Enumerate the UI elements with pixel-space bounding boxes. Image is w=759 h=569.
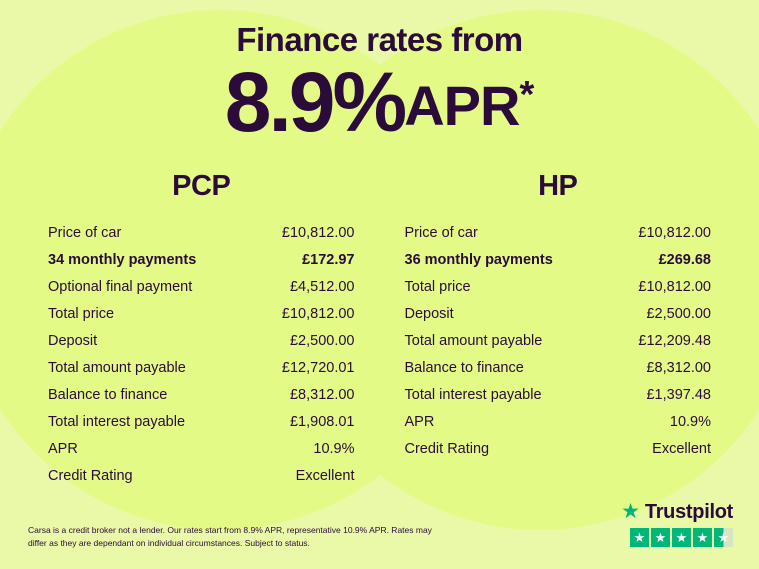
row-value: £2,500.00: [289, 332, 355, 349]
row-value: 10.9%: [669, 413, 711, 430]
table-row: [403, 300, 714, 327]
row-value: £8,312.00: [646, 359, 711, 376]
table-row: [46, 462, 357, 489]
table-row: [403, 246, 714, 273]
row-label: Balance to finance: [404, 359, 524, 376]
trustpilot-widget[interactable]: [621, 501, 733, 547]
table-row: [46, 219, 357, 246]
table-row: [46, 408, 357, 435]
table-row: [403, 408, 714, 435]
row-label: Balance to finance: [48, 386, 168, 403]
row-label: Price of car: [48, 224, 122, 241]
star-icon: ★: [672, 528, 691, 547]
star-icon: ★: [693, 528, 712, 547]
table-row: [46, 273, 357, 300]
table-row: [403, 354, 714, 381]
row-label: Credit Rating: [404, 440, 490, 457]
table-row: [46, 381, 357, 408]
row-label: Total amount payable: [48, 359, 186, 376]
row-value: £172.97: [302, 251, 355, 268]
table-row: [403, 327, 714, 354]
rate-unit: APR: [404, 73, 520, 137]
finance-columns: [0, 170, 759, 489]
row-label: Total price: [404, 278, 471, 295]
table-row: [403, 273, 714, 300]
row-value: 10.9%: [313, 440, 355, 457]
table-row: [46, 327, 357, 354]
row-label: Deposit: [404, 305, 454, 322]
star-icon: ★: [651, 528, 670, 547]
row-label: APR: [48, 440, 78, 457]
trustpilot-rating-stars: [621, 528, 733, 547]
rate-display: [0, 55, 759, 150]
row-label: 36 monthly payments: [404, 251, 553, 268]
row-value: Excellent: [295, 467, 355, 484]
star-half-icon: ★: [714, 528, 733, 547]
finance-column-pcp: [46, 170, 357, 489]
row-value: £8,312.00: [289, 386, 355, 403]
row-label: APR: [404, 413, 435, 430]
table-row: [403, 381, 714, 408]
row-label: Total interest payable: [48, 413, 186, 430]
column-title-pcp: PCP: [172, 170, 231, 203]
row-label: 34 monthly payments: [48, 251, 197, 268]
table-row: [46, 354, 357, 381]
star-icon: ★: [630, 528, 649, 547]
footer: [0, 500, 759, 569]
row-value: £2,500.00: [646, 305, 711, 322]
row-value: £10,812.00: [281, 305, 355, 322]
row-value: £12,720.01: [281, 359, 355, 376]
row-value: £1,908.01: [289, 413, 355, 430]
row-label: Deposit: [48, 332, 98, 349]
column-title-hp: HP: [538, 170, 578, 203]
finance-column-hp: [403, 170, 714, 489]
row-label: Credit Rating: [48, 467, 133, 484]
trustpilot-logo: [621, 501, 733, 524]
row-value: £10,812.00: [638, 224, 711, 241]
trustpilot-star-icon: ★: [621, 500, 640, 523]
row-label: Price of car: [404, 224, 478, 241]
rate-value: 8.9%: [224, 55, 405, 150]
page-title: Finance rates from: [236, 21, 523, 58]
table-row: [403, 435, 714, 462]
row-value: £10,812.00: [281, 224, 355, 241]
row-value: £1,397.48: [646, 386, 711, 403]
row-value: £269.68: [658, 251, 711, 268]
row-label: Total amount payable: [404, 332, 543, 349]
table-row: [46, 300, 357, 327]
row-label: Total interest payable: [404, 386, 542, 403]
trustpilot-name: Trustpilot: [644, 501, 733, 523]
rate-asterisk: *: [519, 74, 535, 117]
disclaimer-text: Carsa is a credit broker not a lender. Our rates start from 8.9% APR, representative 10.9% APR. Rates may differ as they are dependant on individual circumstances. Subject to status.: [28, 525, 432, 548]
row-label: Total price: [48, 305, 115, 322]
table-row: [46, 435, 357, 462]
row-value: £4,512.00: [289, 278, 355, 295]
row-value: Excellent: [652, 440, 711, 457]
row-value: £10,812.00: [638, 278, 711, 295]
row-value: £12,209.48: [638, 332, 711, 349]
row-label: Optional final payment: [48, 278, 193, 295]
table-row: [403, 219, 714, 246]
table-row: [46, 246, 357, 273]
